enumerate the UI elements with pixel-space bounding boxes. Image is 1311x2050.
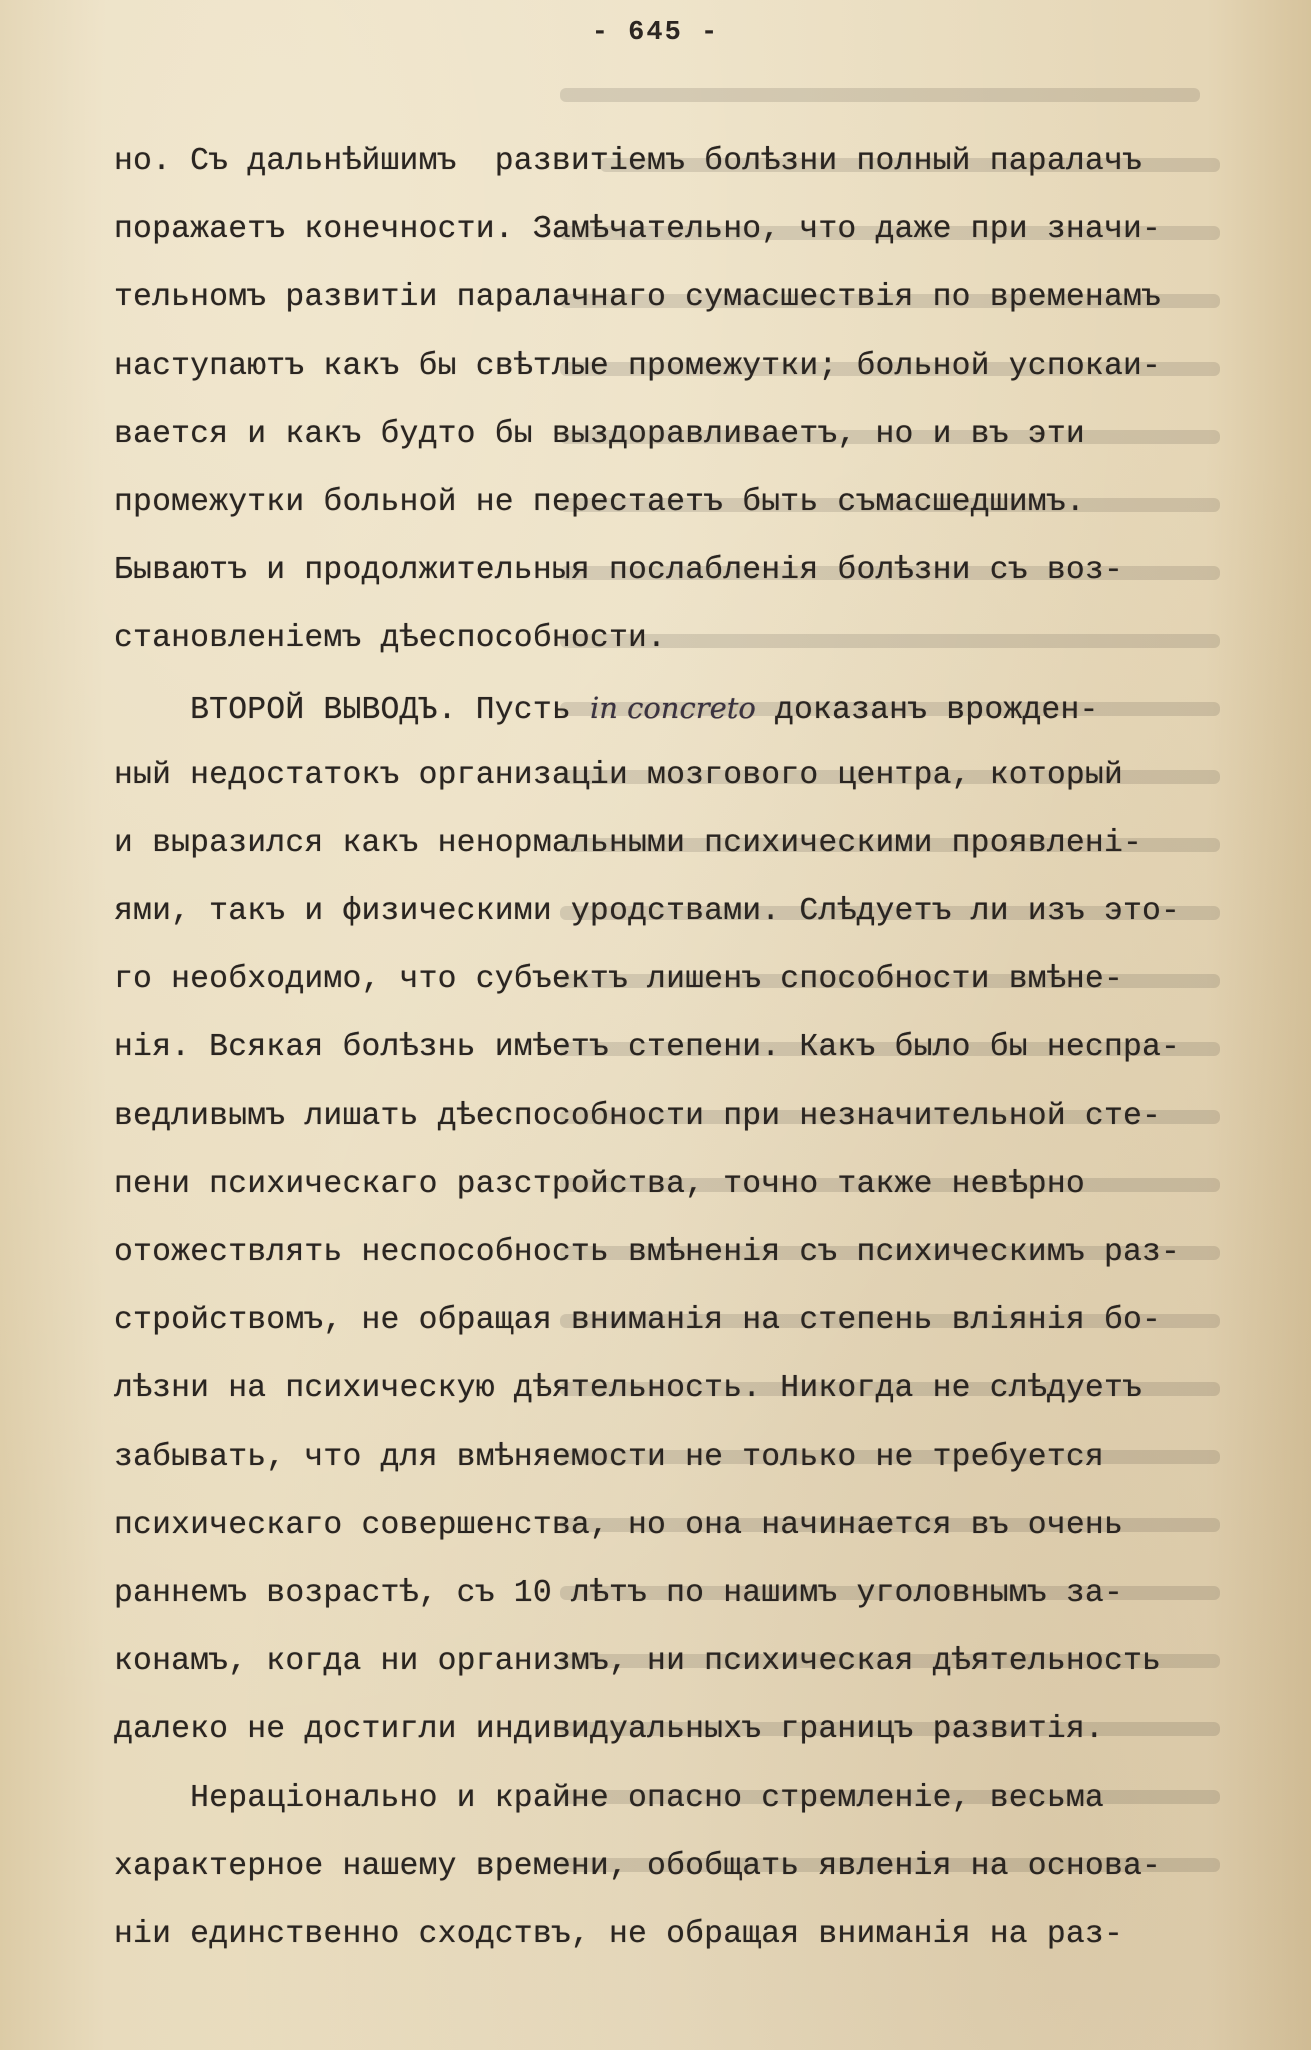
text-line [114,742,1274,810]
text-line [114,1424,1274,1492]
page-number: - 645 - [591,18,720,48]
line-text: конамъ, когда ни организмъ, ни психическая дѣятельность [114,1644,1162,1680]
line-text: Бываютъ и продолжительныя послабленія болѣзни съ воз- [114,553,1123,589]
line-text: но. Съ дальнѣйшимъ развитіемъ болѣзни полный паралачъ [114,144,1143,179]
text-line [114,264,1274,332]
text-line [114,946,1274,1014]
text-line [114,1287,1274,1355]
body-text [114,128,1274,1969]
line-text: характерное нашему времени, обобщать явленія на основа- [114,1848,1162,1884]
text-line [114,878,1274,946]
line-text: ВТОРОЙ ВЫВОДЪ. Пусть [114,692,590,728]
line-text: нія. Всякая болѣзнь имѣетъ степени. Какъ было бы неспра- [114,1030,1181,1066]
text-line [114,1833,1274,1901]
text-line [114,1696,1274,1764]
line-text: лѣзни на психическую дѣятельность. Никогда не слѣдуетъ [114,1371,1143,1407]
line-text: далеко не достигли индивидуальныхъ границъ развитія. [114,1712,1104,1748]
line-text: тельномъ развитіи паралачнаго сумасшествія по временамъ [114,280,1162,316]
text-line [114,1151,1274,1219]
line-text: вается и какъ будто бы выздоравливаетъ, но и въ эти [114,416,1085,452]
text-line [114,810,1274,878]
line-text: наступаютъ какъ бы свѣтлые промежутки; больной успокаи- [114,348,1162,384]
text-line [114,674,1274,742]
line-text: психическаго совершенства, но она начинается въ очень [114,1507,1123,1543]
line-text: ями, такъ и физическими уродствами. Слѣдуетъ ли изъ это- [114,894,1181,930]
line-text: го необходимо, что субъектъ лишенъ способности вмѣне- [114,962,1123,998]
text-line [114,401,1274,469]
line-text: раннемъ возрастѣ, съ 10 лѣтъ по нашимъ уголовнымъ за- [114,1575,1123,1611]
line-text: отожествлять неспособность вмѣненія съ психическимъ раз- [114,1235,1181,1270]
line-text-continued: доказанъ врожден- [755,692,1099,728]
text-line [114,1492,1274,1560]
line-text: промежутки больной не перестаетъ быть съмасшедшимъ. [114,484,1085,520]
text-line [114,1219,1274,1287]
line-text: ный недостатокъ организаціи мозгового центра, который [114,757,1123,793]
text-line [114,1014,1274,1082]
text-line [114,1560,1274,1628]
text-line [114,1083,1274,1151]
text-line [114,333,1274,401]
line-text: поражаетъ конечности. Замѣчательно, что даже при значи- [114,212,1162,248]
line-text: пени психическаго разстройства, точно также невѣрно [114,1166,1085,1202]
line-text: ведливымъ лишать дѣеспособности при незначительной сте- [114,1098,1162,1134]
text-line [114,469,1274,537]
line-text: забывать, что для вмѣняемости не только не требуется [114,1439,1104,1475]
text-line [114,1765,1274,1833]
text-line [114,1355,1274,1423]
line-text: стройствомъ, не обращая вниманія на степень вліянія бо- [114,1303,1162,1339]
handwritten-insert: in concreto [589,690,756,725]
line-text: и выразился какъ ненормальными психическими проявленi- [114,825,1143,861]
text-line [114,128,1274,196]
line-text: ніи единственно сходствъ, не обращая вниманія на раз- [114,1916,1123,1952]
text-line [114,537,1274,605]
text-line [114,1901,1274,1969]
text-line [114,196,1274,264]
text-line [114,1628,1274,1696]
text-line [114,605,1274,673]
line-text: становленіемъ дѣеспособности. [114,621,667,657]
line-text: Нераціонально и крайне опасно стремленіе, весьма [114,1780,1104,1816]
